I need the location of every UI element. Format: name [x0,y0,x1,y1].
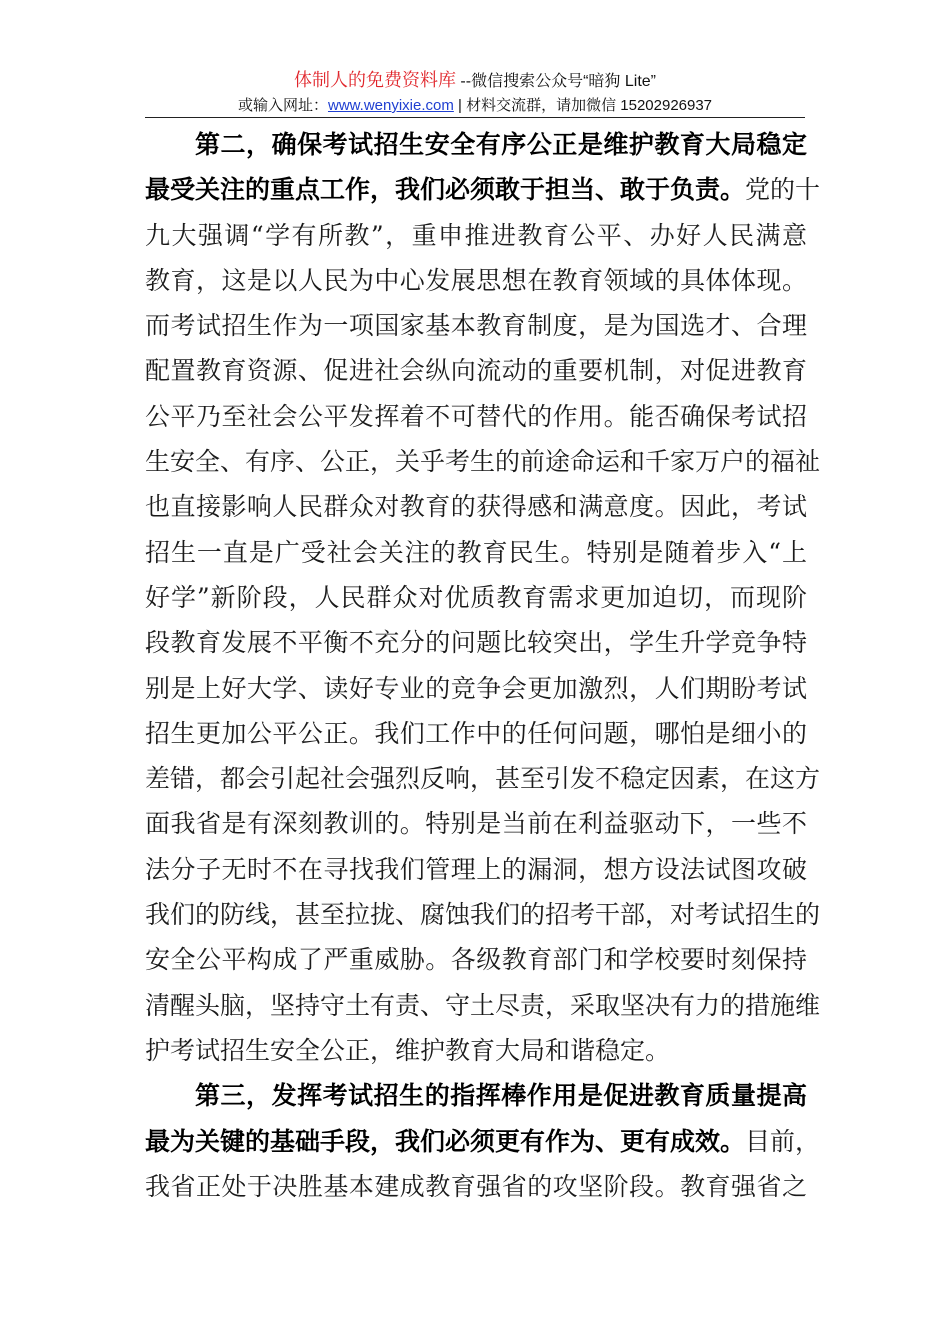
text-line [145,348,807,393]
text-line [145,801,807,846]
bold-heading-text: 最为关键的基础手段，我们必须更有作为、更有成效。 [145,1126,746,1156]
text-line [145,1119,821,1164]
body-text: 公平乃至社会公平发挥着不可替代的作用。能否确保考试招 [145,401,807,431]
text-line [145,484,807,529]
header-url-prefix: 或输入网址： [237,97,328,114]
body-text: 面我省是有深刻教训的。特别是当前在利益驱动下，一些不 [145,809,807,839]
body-text: 配置教育资源、促进社会纵向流动的重要机制，对促进教育 [145,356,807,386]
text-line [145,1073,807,1118]
text-line [145,1164,807,1209]
body-text: 党的十 [745,175,821,205]
text-line [145,711,807,756]
text-line [145,530,807,575]
body-text: 清醒头脑，坚持守土有责、守土尽责，采取坚决有力的措施维 [145,990,821,1020]
body-text: 安全公平构成了严重威胁。各级教育部门和学校要时刻保持 [145,945,807,975]
body-text: 目前， [745,1126,821,1156]
body-text: 我省正处于决胜基本建成教育强省的攻坚阶段。教育强省之 [145,1171,807,1201]
header-contact: | 材料交流群，请加微信 15202926937 [453,97,713,114]
text-line [145,439,821,484]
text-line [145,756,821,801]
body-text: 好学”新阶段，人民群众对优质教育需求更加迫切，而现阶 [145,582,807,612]
bold-heading-text: 最受关注的重点工作，我们必须敢于担当、敢于负责。 [145,175,746,205]
bold-heading-text: 第三，发挥考试招生的指挥棒作用是促进教育质量提高 [195,1081,807,1111]
document-body [145,122,821,1209]
text-line [145,258,807,303]
text-line [145,213,807,258]
text-line [145,303,807,348]
text-line [145,394,807,439]
header-url-link[interactable]: www.wenyixie.com [327,97,454,114]
text-line [145,122,807,167]
text-line [145,575,807,620]
body-text: 招生更加公平公正。我们工作中的任何问题，哪怕是细小的 [145,718,807,748]
text-line [145,1028,807,1073]
text-line [145,620,807,665]
body-text: 而考试招生作为一项国家基本教育制度，是为国选才、合理 [145,311,807,341]
header-title-line [145,68,805,94]
header-divider [145,117,805,118]
body-text: 别是上好大学、读好专业的竞争会更加激烈，人们期盼考试 [145,673,807,703]
header-url-line [145,94,805,118]
bold-heading-text: 第二，确保考试招生安全有序公正是维护教育大局稳定 [195,130,807,159]
body-text: 也直接影响人民群众对教育的获得感和满意度。因此，考试 [145,492,807,522]
body-text: 生安全、有序、公正，关乎考生的前途命运和千家万户的福祉 [145,447,821,477]
text-line [145,167,821,212]
text-line [145,983,821,1028]
body-text: 段教育发展不平衡不充分的问题比较突出，学生升学竞争特 [145,628,807,658]
header-tagline: --微信搜索公众号“暗狗 Lite” [455,73,656,90]
body-text: 我们的防线，甚至拉拢、腐蚀我们的招考干部，对考试招生的 [145,900,821,930]
body-text: 护考试招生安全公正，维护教育大局和谐稳定。 [145,1035,671,1065]
text-line [145,937,807,982]
text-line [145,666,807,711]
text-line [145,892,821,937]
text-line [145,847,807,892]
header-brand: 体制人的免费资料库 [293,70,456,90]
body-text: 法分子无时不在寻找我们管理上的漏洞，想方设法试图攻破 [145,854,807,884]
body-text: 差错，都会引起社会强烈反响，甚至引发不稳定因素，在这方 [145,764,821,794]
body-text: 九大强调“学有所教”，重申推进教育公平、办好人民满意 [145,220,807,250]
body-text: 招生一直是广受社会关注的教育民生。特别是随着步入“上 [145,537,807,567]
page-header [145,68,805,118]
body-text: 教育，这是以人民为中心发展思想在教育领域的具体体现。 [145,265,807,295]
